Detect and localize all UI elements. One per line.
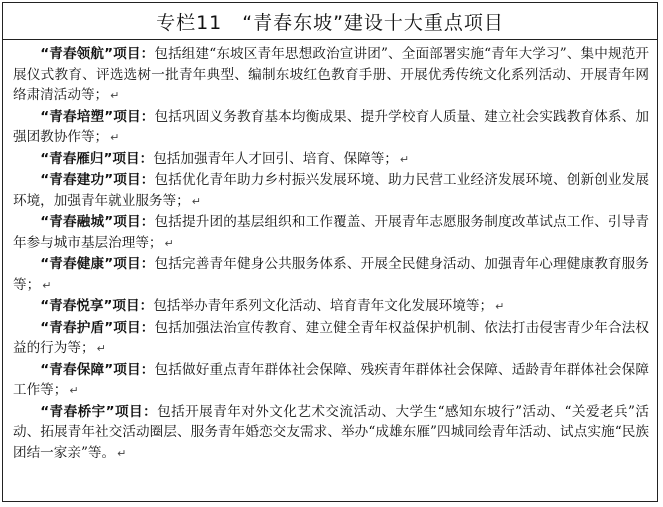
item-name: “青春健康”项目： (40, 256, 155, 272)
item-name: “青春培塑”项目： (40, 108, 155, 125)
list-item (13, 360, 649, 402)
item-text: 包括组建“东坡区青年思想政治宣讲团”、全面部署实施“青年大学习”、集中规范开展仪式教育、评选选树一批青年典型、编制东坡红色教育手册、开展优秀传统文化系列活动、开展青年网络肃清活动等； (13, 46, 650, 103)
item-name: “青春雁归”项目： (40, 150, 154, 167)
list-item (13, 254, 649, 296)
list-item (13, 170, 649, 212)
list-item (13, 402, 649, 465)
item-name: “青春领航”项目： (40, 46, 155, 62)
paragraph-mark-icon: ↵ (96, 342, 106, 355)
list-item (13, 296, 649, 318)
list-item (13, 44, 649, 107)
paragraph-mark-icon: ↵ (164, 236, 174, 250)
item-name: “青春建功”项目： (40, 172, 155, 188)
paragraph-mark-icon: ↵ (69, 384, 79, 397)
item-text: 包括加强青年人才回引、培育、保障等； (153, 150, 398, 167)
item-name: “青春保障”项目： (40, 361, 155, 378)
list-item (13, 318, 649, 360)
list-item (13, 149, 649, 171)
item-text: 包括加强法治宣传教育、建立健全青年权益保护机制、依法打击侵害青少年合法权益的行为等； (13, 319, 649, 356)
paragraph-mark-icon: ↵ (110, 131, 120, 144)
box-title: 专栏11 “青春东坡”建设十大重点项目 (3, 3, 657, 40)
item-text: 包括优化青年助力乡村振兴发展环境、助力民营工业经济发展环境、创新创业发展环境，加强青年就业服务等； (13, 172, 649, 209)
project-box (2, 2, 658, 502)
item-text: 包括完善青年健身公共服务体系、开展全民健身活动、加强青年心理健康教育服务等； (13, 256, 649, 293)
paragraph-mark-icon: ↵ (191, 194, 201, 208)
item-text: 包括巩固义务教育基本均衡成果、提升学校育人质量、建立社会实践教育体系、加强团教协作等； (13, 108, 649, 145)
item-name: “青春悦享”项目： (40, 298, 154, 314)
paragraph-mark-icon: ↵ (399, 152, 410, 166)
list-item (13, 212, 649, 254)
item-text: 包括做好重点青年群体社会保障、残疾青年群体社会保障、适龄青年群体社会保障工作等； (13, 361, 649, 398)
item-name: “青春护盾”项目： (40, 319, 155, 336)
items-list (3, 40, 657, 464)
item-name: “青春桥宇”项目： (40, 403, 158, 420)
item-text: 包括提升团的基层组织和工作覆盖、开展青年志愿服务制度改革试点工作、引导青年参与城市基层治理等； (13, 214, 649, 251)
paragraph-mark-icon: ↵ (42, 278, 52, 292)
item-text: 包括举办青年系列文化活动、培育青年文化发展环境等； (153, 298, 494, 314)
paragraph-mark-icon: ↵ (117, 446, 127, 460)
paragraph-mark-icon: ↵ (110, 89, 120, 102)
item-text: 包括开展青年对外文化艺术交流活动、大学生“感知东坡行”活动、“关爱老兵”活动、拓展青年社交活动圈层、服务青年婚恋交友需求、举办“成雄东雁”四城同绘青年活动、试点实施“民族团结一家亲”等。 (13, 403, 649, 461)
list-item (13, 107, 649, 149)
item-name: “青春融城”项目： (40, 214, 155, 230)
paragraph-mark-icon: ↵ (495, 300, 505, 313)
